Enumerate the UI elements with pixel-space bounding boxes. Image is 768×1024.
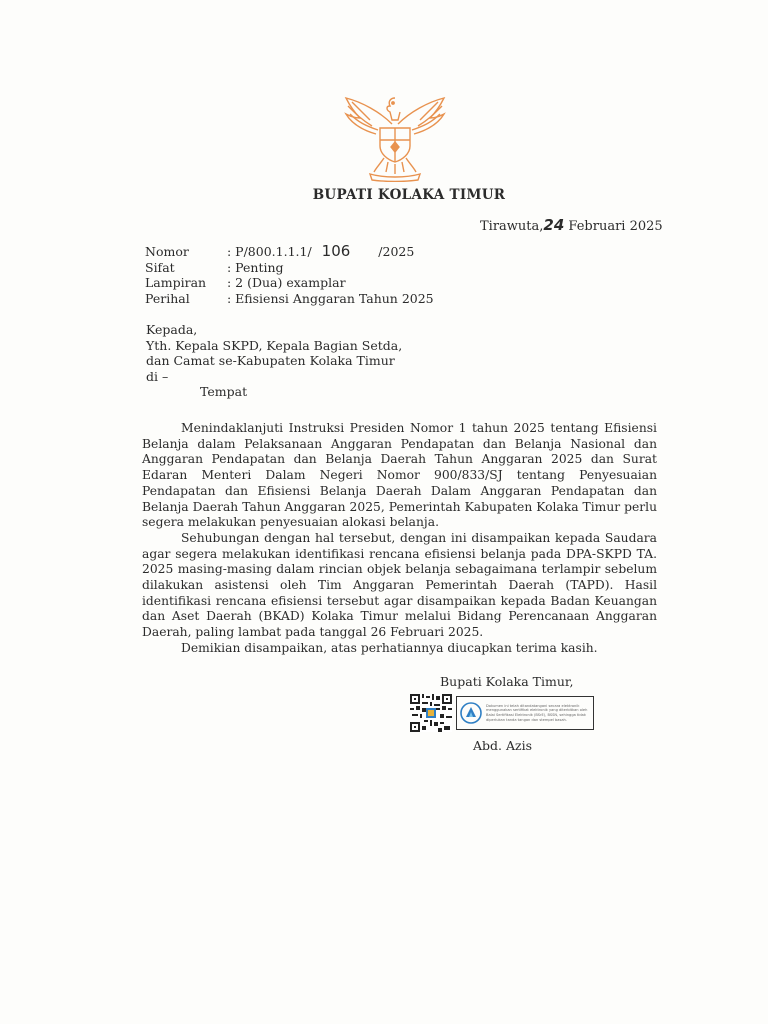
meta-value: : Penting xyxy=(227,259,284,275)
letter-body xyxy=(142,421,657,657)
meta-row-perihal xyxy=(145,291,434,307)
meta-row-sifat xyxy=(145,260,434,276)
recipient-line: dan Camat se-Kabupaten Kolaka Timur xyxy=(146,353,395,368)
dateline xyxy=(480,216,663,234)
recipient-tempat: Tempat xyxy=(200,384,248,399)
e-signature-block xyxy=(410,694,594,732)
meta-nomor-suffix: /2025 xyxy=(378,244,415,259)
meta-label: Nomor xyxy=(145,244,189,259)
bsre-logo-icon xyxy=(459,701,483,725)
meta-label: Sifat xyxy=(145,259,175,275)
meta-value: : 2 (Dua) examplar xyxy=(227,275,346,290)
body-paragraph: Sehubungan dengan hal tersebut, dengan ini disampaikan kepada Saudara agar segera melakukan identifikasi rencana efisiensi belanja pada DPA-SKPD TA. 2025 masing-masing dalam rincian objek belanja sebagaimana terlampir sebelum dilakukan asistensi oleh Tim Anggaran Pemerintah Daerah (TAPD). Hasil identifikasi rencana efisiensi tersebut agar disampaikan kepada Badan Keuangan dan Aset Daerah (BKAD) Kolaka Timur melalui Bidang Perencanaan Anggaran Daerah, paling lambat pada tanggal 26 Februari 2025. xyxy=(142,530,657,640)
meta-row-lampiran xyxy=(145,275,434,291)
qr-code-icon xyxy=(410,694,452,732)
garuda-emblem-icon xyxy=(340,92,450,182)
body-paragraph: Demikian disampaikan, atas perhatiannya diucapkan terima kasih. xyxy=(181,640,598,655)
recipient-di: di – xyxy=(146,368,169,384)
letter-title: BUPATI KOLAKA TIMUR xyxy=(312,187,506,203)
e-signature-box xyxy=(456,696,594,730)
recipient-line: Yth. Kepala SKPD, Kepala Bagian Setda, xyxy=(146,337,403,353)
meta-label: Perihal xyxy=(145,290,190,306)
letter-meta xyxy=(145,244,434,306)
meta-label: Lampiran xyxy=(145,275,207,290)
meta-nomor-prefix: : P/800.1.1.1/ xyxy=(227,244,312,259)
signatory-name: Abd. Azis xyxy=(473,738,533,753)
meta-value: : Efisiensi Anggaran Tahun 2025 xyxy=(227,290,434,306)
date-month-year: Februari 2025 xyxy=(568,219,663,234)
signature-title: Bupati Kolaka Timur, xyxy=(440,674,574,689)
date-place: Tirawuta, xyxy=(480,219,544,234)
body-paragraph: Menindaklanjuti Instruksi Presiden Nomor 1 tahun 2025 tentang Efisiensi Belanja dalam Pelaksanaan Anggaran Pendapatan dan Belanja Nasional dan Anggaran Pendapatan dan Belanja Daerah Tahun Anggaran 2025 dan Surat Edaran Menteri Dalam Negeri Nomor 900/833/SJ tentang Penyesuaian Pendapatan dan Efisiensi Belanja Daerah Dalam Anggaran Pendapatan dan Belanja Daerah Tahun Anggaran 2025, Pemerintah Kabupaten Kolaka Timur perlu segera melakukan penyesuaian alokasi belanja. xyxy=(142,421,657,530)
e-signature-text: Dokumen ini telah ditandatangani secara elektronik menggunakan sertifikat elektronik yang diterbitkan oleh Balai Sertifikasi Elektronik (BSrE), BSSN, sehingga tidak diperlukan tanda tangan dan stempel basah. xyxy=(486,703,588,722)
meta-row-nomor xyxy=(145,244,434,260)
recipient-block xyxy=(146,322,402,400)
recipient-kepada: Kepada, xyxy=(146,322,198,337)
date-day-handwritten: 24 xyxy=(543,216,565,234)
meta-nomor-handwritten: 106 xyxy=(321,242,351,260)
